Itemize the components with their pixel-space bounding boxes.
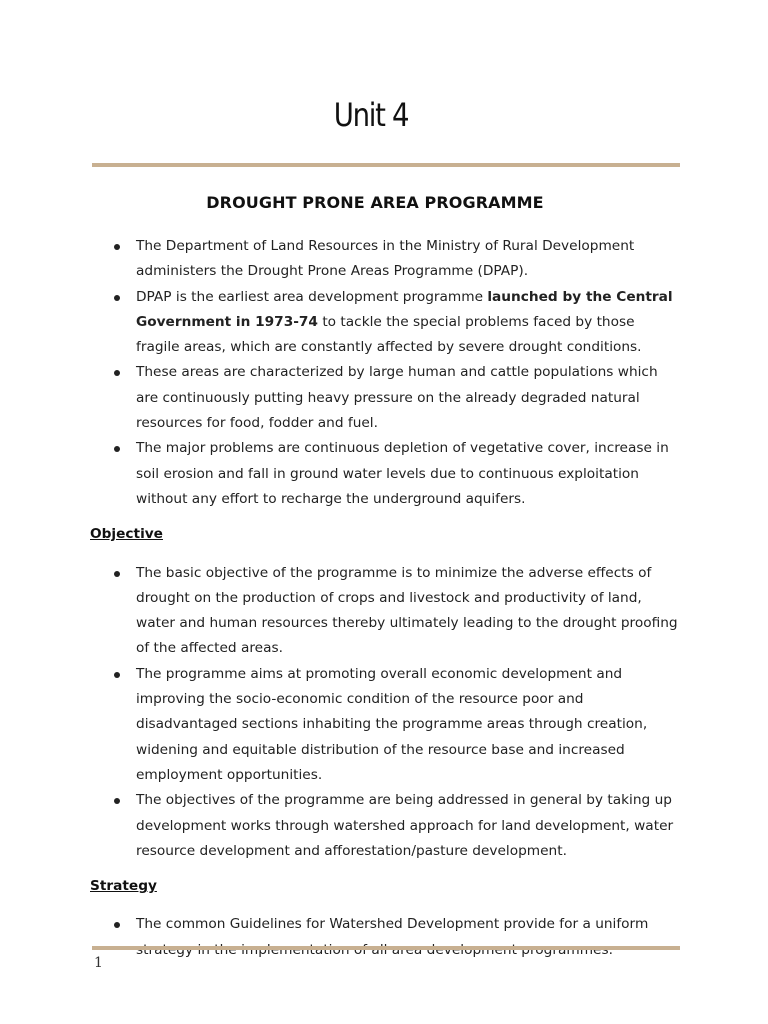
bullet-text: The Department of Land Resources in the Ministry of Rural Development administers the Drought Prone Areas Programme (DPAP). [136, 238, 635, 280]
list-item [136, 234, 682, 285]
objective-title: Objective [90, 526, 163, 543]
list-item: The basic objective of the programme is to minimize the adverse effects of drought on the production of crops and livestock and productivity of land, water and human resources thereby ultimately leading to the drought proofing of the affected areas. [136, 561, 682, 662]
bullet-text: The major problems are continuous depletion of vegetative cover, increase in soil erosion and fall in ground water levels due to continuous exploitation without any effort to recharge the underground aquifers. [136, 440, 669, 507]
list-item: The programme aims at promoting overall economic development and improving the socio-economic condition of the resource poor and disadvantaged sections inhabiting the programme areas through creation, widening and equitable distribution of the resource base and increased employment opportunities. [136, 662, 682, 788]
intro-bullet-list [90, 234, 682, 512]
section-heading: DROUGHT PRONE AREA PROGRAMME [206, 193, 544, 212]
list-item [136, 285, 682, 361]
list-item [136, 360, 682, 436]
strategy-title: Strategy [90, 878, 157, 895]
bottom-divider [92, 946, 680, 950]
unit-title: Unit 4 [333, 96, 409, 134]
list-item: The common Guidelines for Watershed Development provide for a uniform [136, 912, 682, 963]
bullet-text: These areas are characterized by large human and cattle populations which are continuously putting heavy pressure on the already degraded natural resources for food, fodder and fuel. [136, 364, 658, 432]
top-divider [92, 163, 680, 167]
bullet-bold-text: launched by the Central Government in 1973-74 [136, 288, 673, 330]
bullet-text: DPAP is the earliest area development programme [136, 288, 488, 305]
objective-bullet-list [90, 561, 682, 865]
bullet-text: to tackle the special problems faced by those fragile areas, which are constantly affected by severe drought conditions. [136, 313, 642, 356]
page-number: 1 [94, 955, 103, 971]
list-item: The objectives of the programme are being addressed in general by taking up development works through watershed approach for land development, water resource development and afforestation/pasture development. [136, 788, 682, 864]
strategy-bullet-list [90, 912, 682, 963]
list-item [136, 436, 682, 512]
document-body [90, 234, 682, 963]
